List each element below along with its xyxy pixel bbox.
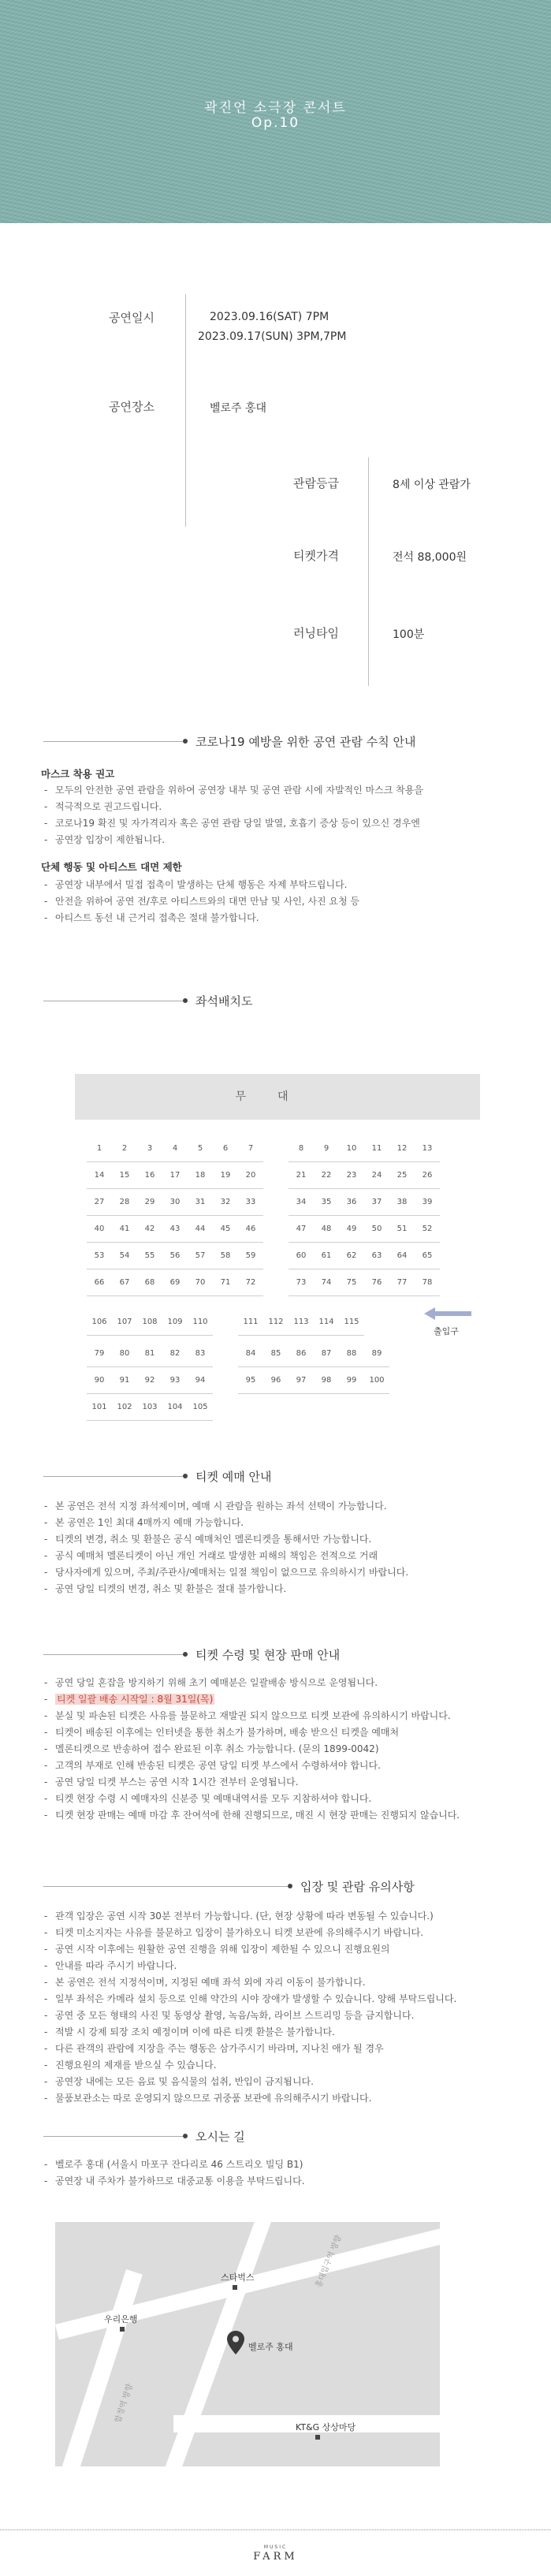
price-label: 티켓가격: [293, 549, 339, 563]
hero-subtitle: Op.10: [251, 115, 300, 131]
seat-spacer: [465, 1216, 490, 1243]
list-item: - 모두의 안전한 공연 관람을 위하여 공연장 내부 및 공연 관람 시에 자발적인 마스크 착용을: [41, 782, 514, 799]
venue-label: 공연장소: [109, 400, 155, 414]
seat-spacer: [440, 1394, 465, 1421]
footer-divider: [0, 2529, 551, 2530]
seat-aisle: [213, 1340, 238, 1367]
seat-3: 3: [137, 1135, 162, 1162]
seat-81: 81: [137, 1340, 162, 1367]
directions-title: 오시는 길: [195, 2130, 245, 2144]
seat-30: 30: [162, 1189, 188, 1216]
list-item: - 안내를 따라 주시기 바랍니다.: [41, 1958, 545, 1974]
starbucks-marker-icon: [233, 2285, 237, 2290]
list-item: - 티켓 현장 판매는 예매 마감 후 잔여석에 한해 진행되므로, 매진 시 현장 판매는 진행되지 않습니다.: [41, 1807, 545, 1824]
starbucks-label: 스타벅스: [221, 2272, 255, 2283]
seat-97: 97: [289, 1367, 314, 1394]
list-item: - 공연 당일 혼잡을 방지하기 위해 초기 예매분은 일괄배송 방식으로 운영됩니다.: [41, 1675, 545, 1691]
seat-spacer: [339, 1394, 364, 1421]
seat-14: 14: [87, 1162, 112, 1189]
seat-36: 36: [339, 1189, 364, 1216]
seat-spacer: [440, 1189, 465, 1216]
seat-42: 42: [137, 1216, 162, 1243]
seat-12: 12: [389, 1135, 415, 1162]
seat-spacer: [440, 1162, 465, 1189]
seat-68: 68: [137, 1269, 162, 1296]
seat-88: 88: [339, 1340, 364, 1367]
location-pin-icon: [227, 2331, 244, 2358]
seat-64: 64: [389, 1243, 415, 1269]
seat-98: 98: [314, 1367, 339, 1394]
seat-83: 83: [188, 1340, 213, 1367]
seat-21: 21: [289, 1162, 314, 1189]
seat-spacer: [238, 1394, 263, 1421]
list-item: - 고객의 부재로 인해 반송된 티켓은 공연 당일 티켓 부스에서 수령하셔야 합니다.: [41, 1758, 545, 1774]
seat-19: 19: [213, 1162, 238, 1189]
seat-107: 107: [112, 1309, 137, 1336]
seat-aisle: [263, 1216, 289, 1243]
list-item: - 코로나19 확진 및 자가격리자 혹은 공연 관람 당일 발열, 호흡기 증상 등이 있으신 경우엔: [41, 815, 514, 832]
woori-label: 우리은행: [104, 2314, 138, 2324]
seat-50: 50: [364, 1216, 389, 1243]
seat-82: 82: [162, 1340, 188, 1367]
seat-39: 39: [415, 1189, 440, 1216]
seat-59: 59: [238, 1243, 263, 1269]
seat-69: 69: [162, 1269, 188, 1296]
seat-112: 112: [263, 1309, 289, 1336]
list-item: - 관객 입장은 공연 시작 30분 전부터 가능합니다. (단, 현장 상황에 따라 변동될 수 있습니다.): [41, 1908, 545, 1925]
entry-title-line: [43, 1886, 288, 1887]
seat-95: 95: [238, 1367, 263, 1394]
info-divider-left: [185, 294, 186, 527]
seat-aisle: [263, 1243, 289, 1269]
seat-79: 79: [87, 1340, 112, 1367]
entry-list: [41, 1908, 545, 2107]
seat-spacer: [440, 1243, 465, 1269]
seat-110: 110: [188, 1309, 213, 1336]
seat-spacer: [465, 1135, 490, 1162]
seat-45: 45: [213, 1216, 238, 1243]
seat-33: 33: [238, 1189, 263, 1216]
seat-spacer: [263, 1394, 289, 1421]
seat-24: 24: [364, 1162, 389, 1189]
seat-10: 10: [339, 1135, 364, 1162]
seat-73: 73: [289, 1269, 314, 1296]
seat-66: 66: [87, 1269, 112, 1296]
seat-spacer: [465, 1162, 490, 1189]
list-item: - 티켓 현장 수령 시 예매자의 신분증 및 예매내역서를 모두 지참하셔야 합니다.: [41, 1791, 545, 1807]
seat-72: 72: [238, 1269, 263, 1296]
ticket-title-dot: [183, 1474, 188, 1478]
seat-106: 106: [87, 1309, 112, 1336]
seat-52: 52: [415, 1216, 440, 1243]
list-item: - 물품보관소는 따로 운영되지 않으므로 귀중품 보관에 유의해주시기 바랍니다.: [41, 2090, 545, 2107]
seat-spacer: [440, 1135, 465, 1162]
seat-49: 49: [339, 1216, 364, 1243]
seat-48: 48: [314, 1216, 339, 1243]
seat-4: 4: [162, 1135, 188, 1162]
seat-spacer: [415, 1340, 440, 1367]
seat-91: 91: [112, 1367, 137, 1394]
rating-label: 관람등급: [293, 476, 339, 490]
entry-title: 입장 및 관람 유의사항: [300, 1880, 415, 1894]
rating-value: 8세 이상 관람가: [393, 479, 471, 491]
seat-32: 32: [213, 1189, 238, 1216]
list-item: - 티켓의 변경, 취소 및 환불은 공식 예매처인 멜론티켓을 통해서만 가능합니다.: [41, 1531, 522, 1548]
covid-title-line: [43, 741, 183, 742]
seat-spacer: [415, 1367, 440, 1394]
seat-spacer: [364, 1394, 389, 1421]
seat-34: 34: [289, 1189, 314, 1216]
seat-85: 85: [263, 1340, 289, 1367]
seat-spacer: [465, 1340, 490, 1367]
seat-67: 67: [112, 1269, 137, 1296]
seat-13: 13: [415, 1135, 440, 1162]
seat-38: 38: [389, 1189, 415, 1216]
seat-90: 90: [87, 1367, 112, 1394]
list-item: - 티켓 미소지자는 사유를 불문하고 입장이 불가하오니 티켓 보관에 유의해주시기 바랍니다.: [41, 1925, 545, 1941]
seat-spacer: [289, 1394, 314, 1421]
list-item: - 벨로주 홍대 (서울시 마포구 잔다리로 46 스트리오 빌딩 B1): [41, 2157, 545, 2173]
seat-76: 76: [364, 1269, 389, 1296]
seat-6: 6: [213, 1135, 238, 1162]
list-item: - 적발 시 강제 퇴장 조치 예정이며 이에 따른 티켓 환불은 불가합니다.: [41, 2024, 545, 2041]
list-item: - 본 공연은 전석 지정 좌석제이며, 예매 시 관람을 원하는 좌석 선택이 가능합니다.: [41, 1498, 522, 1515]
seat-62: 62: [339, 1243, 364, 1269]
seat-spacer: [440, 1269, 465, 1296]
seat-65: 65: [415, 1243, 440, 1269]
seat-105: 105: [188, 1394, 213, 1421]
date-label: 공연일시: [109, 311, 155, 325]
seat-spacer: [389, 1394, 415, 1421]
velozu-label: 벨로주 홍대: [248, 2342, 293, 2352]
seat-27: 27: [87, 1189, 112, 1216]
venue-value: 벨로주 홍대: [210, 402, 267, 415]
seat-104: 104: [162, 1394, 188, 1421]
seat-23: 23: [339, 1162, 364, 1189]
seat-75: 75: [339, 1269, 364, 1296]
seat-spacer: [465, 1394, 490, 1421]
price-value: 전석 88,000원: [393, 551, 467, 564]
seat-spacer: [314, 1394, 339, 1421]
seat-spacer: [389, 1340, 415, 1367]
seat-87: 87: [314, 1340, 339, 1367]
mask-list: [41, 782, 514, 848]
seat-89: 89: [364, 1340, 389, 1367]
stage: 무대: [75, 1074, 480, 1120]
entrance-arrow-icon: [424, 1307, 471, 1321]
seat-15: 15: [112, 1162, 137, 1189]
seat-spacer: [213, 1394, 238, 1421]
seat-60: 60: [289, 1243, 314, 1269]
seat-71: 71: [213, 1269, 238, 1296]
directions-list: [41, 2157, 545, 2190]
seat-57: 57: [188, 1243, 213, 1269]
list-item: - 공연장 내 주차가 불가하므로 대중교통 이용을 부탁드립니다.: [41, 2173, 545, 2190]
seat-29: 29: [137, 1189, 162, 1216]
seat-spacer: [415, 1394, 440, 1421]
list-item: - 일부 좌석은 카메라 설치 등으로 인해 약간의 시야 장애가 발생할 수 있습니다. 양해 부탁드립니다.: [41, 1991, 545, 2007]
list-item: - 공연장 입장이 제한됩니다.: [41, 832, 514, 848]
seat-54: 54: [112, 1243, 137, 1269]
seat-aisle: [213, 1367, 238, 1394]
seat-56: 56: [162, 1243, 188, 1269]
map-road-left: [61, 2269, 143, 2466]
list-item: - 분실 및 파손된 티켓은 사유를 불문하고 재발권 되지 않으므로 티켓 보관에 유의하시기 바랍니다.: [41, 1708, 545, 1724]
seat-11: 11: [364, 1135, 389, 1162]
seat-111: 111: [238, 1309, 263, 1336]
seat-grid-back: [87, 1340, 490, 1421]
pickup-list: [41, 1675, 545, 1824]
seat-grid-front: [87, 1135, 490, 1296]
seat-44: 44: [188, 1216, 213, 1243]
seat-74: 74: [314, 1269, 339, 1296]
seat-spacer: [465, 1243, 490, 1269]
seat-103: 103: [137, 1394, 162, 1421]
pickup-title-dot: [183, 1652, 188, 1657]
seat-41: 41: [112, 1216, 137, 1243]
ktng-label: KT&G 상상마당: [296, 2422, 356, 2432]
list-item: [41, 1691, 545, 1708]
seat-96: 96: [263, 1367, 289, 1394]
seat-spacer: [440, 1367, 465, 1394]
seat-2: 2: [112, 1135, 137, 1162]
woori-marker-icon: [120, 2327, 125, 2332]
covid-title: 코로나19 예방을 위한 공연 관람 수칙 안내: [195, 735, 416, 749]
seat-100: 100: [364, 1367, 389, 1394]
list-item: - 티켓이 배송된 이후에는 인터넷을 통한 취소가 불가하며, 배송 받으신 티켓을 예매처: [41, 1724, 545, 1741]
footer-logo-top: MUSIC: [263, 2544, 288, 2550]
seat-78: 78: [415, 1269, 440, 1296]
seat-40: 40: [87, 1216, 112, 1243]
seating-title-dot: [183, 998, 188, 1003]
seat-94: 94: [188, 1367, 213, 1394]
list-item: - 공연 당일 티켓의 변경, 취소 및 환불은 절대 불가합니다.: [41, 1581, 522, 1597]
seat-22: 22: [314, 1162, 339, 1189]
seat-aisle: [263, 1269, 289, 1296]
seat-77: 77: [389, 1269, 415, 1296]
entry-title-dot: [288, 1884, 292, 1888]
seat-spacer: [465, 1269, 490, 1296]
covid-title-dot: [183, 739, 188, 744]
list-item: - 진행요원의 제재를 받으실 수 있습니다.: [41, 2057, 545, 2074]
seat-7: 7: [238, 1135, 263, 1162]
seat-63: 63: [364, 1243, 389, 1269]
seat-80: 80: [112, 1340, 137, 1367]
seat-26: 26: [415, 1162, 440, 1189]
seat-101: 101: [87, 1394, 112, 1421]
pickup-title: 티켓 수령 및 현장 판매 안내: [195, 1648, 341, 1662]
list-item: - 공식 예매처 멜론티켓이 아닌 개인 거래로 발생한 피해의 책임은 전적으로 거래: [41, 1548, 522, 1564]
seat-84: 84: [238, 1340, 263, 1367]
seat-115: 115: [339, 1309, 364, 1336]
ticket-title-line: [43, 1476, 183, 1477]
date-value-2: 2023.09.17(SUN) 3PM,7PM: [198, 330, 347, 343]
ktng-marker-icon: [315, 2435, 320, 2440]
ticket-title: 티켓 예매 안내: [195, 1470, 272, 1484]
list-item: - 적극적으로 권고드립니다.: [41, 799, 514, 815]
footer-logo: FARM: [253, 2551, 298, 2563]
seat-aisle: [263, 1162, 289, 1189]
seat-70: 70: [188, 1269, 213, 1296]
road-label-hongik: 홍대입구역 방향: [314, 2234, 344, 2290]
list-item: - 공연 당일 티켓 부스는 공연 시작 1시간 전부터 운영됩니다.: [41, 1774, 545, 1791]
list-item: - 공연장 내부에서 밀접 접촉이 발생하는 단체 행동은 자제 부탁드립니다.: [41, 877, 514, 893]
pickup-title-line: [43, 1654, 183, 1655]
seat-43: 43: [162, 1216, 188, 1243]
group-list: [41, 877, 514, 926]
list-item: - 아티스트 동선 내 근거리 접촉은 절대 불가합니다.: [41, 910, 514, 926]
seat-53: 53: [87, 1243, 112, 1269]
seat-108: 108: [137, 1309, 162, 1336]
location-map: [55, 2222, 440, 2466]
date-value-1: 2023.09.16(SAT) 7PM: [210, 311, 329, 323]
seat-20: 20: [238, 1162, 263, 1189]
list-item: - 멜론티켓으로 반송하여 접수 완료된 이후 취소 가능합니다. (문의 1899-0042): [41, 1741, 545, 1758]
seat-spacer: [440, 1340, 465, 1367]
seat-aisle: [213, 1309, 238, 1336]
directions-title-line: [43, 2136, 183, 2137]
seat-55: 55: [137, 1243, 162, 1269]
seat-46: 46: [238, 1216, 263, 1243]
seat-25: 25: [389, 1162, 415, 1189]
seat-51: 51: [389, 1216, 415, 1243]
seat-113: 113: [289, 1309, 314, 1336]
seat-114: 114: [314, 1309, 339, 1336]
seat-8: 8: [289, 1135, 314, 1162]
seat-16: 16: [137, 1162, 162, 1189]
seat-92: 92: [137, 1367, 162, 1394]
list-item: - 본 공연은 전석 지정석이며, 지정된 예매 좌석 외에 자리 이동이 불가합니다.: [41, 1974, 545, 1991]
seat-spacer: [465, 1189, 490, 1216]
seat-37: 37: [364, 1189, 389, 1216]
seat-86: 86: [289, 1340, 314, 1367]
hero-title: 곽진언 소극장 콘서트: [204, 100, 347, 116]
list-item: - 공연 시작 이후에는 원활한 공연 진행을 위해 입장이 제한될 수 있으니 진행요원의: [41, 1941, 545, 1958]
info-divider-right: [368, 457, 369, 686]
seat-spacer: [389, 1367, 415, 1394]
directions-title-dot: [183, 2134, 188, 2138]
hero-banner: [0, 0, 551, 223]
list-item: - 공연 중 모든 형태의 사진 및 동영상 촬영, 녹음/녹화, 라이브 스트리밍 등을 금지합니다.: [41, 2007, 545, 2024]
seating-title: 좌석배치도: [195, 994, 253, 1008]
list-item: - 공연장 내에는 모든 음료 및 음식물의 섭취, 반입이 금지됩니다.: [41, 2074, 545, 2090]
seat-5: 5: [188, 1135, 213, 1162]
entrance-label: 출입구: [434, 1326, 459, 1336]
mask-subtitle: 마스크 착용 권고: [41, 768, 115, 780]
seat-109: 109: [162, 1309, 188, 1336]
seat-1: 1: [87, 1135, 112, 1162]
seat-aisle: [263, 1189, 289, 1216]
seat-aisle: [263, 1135, 289, 1162]
seat-61: 61: [314, 1243, 339, 1269]
list-item: - 다른 관객의 관람에 지장을 주는 행동은 삼가주시기 바라며, 지나친 애가 될 경우: [41, 2041, 545, 2057]
runtime-value: 100분: [393, 628, 425, 641]
list-item: - 본 공연은 1인 최대 4매까지 예매 가능합니다.: [41, 1515, 522, 1531]
seat-17: 17: [162, 1162, 188, 1189]
list-item: - 안전을 위하여 공연 전/후로 아티스트와의 대면 만남 및 사인, 사진 요청 등: [41, 893, 514, 910]
delivery-date-highlight: 티켓 일괄 배송 시작일 : 8월 31일(목): [57, 1694, 214, 1705]
runtime-label: 러닝타임: [293, 626, 339, 640]
seat-58: 58: [213, 1243, 238, 1269]
seat-31: 31: [188, 1189, 213, 1216]
seat-spacer: [465, 1367, 490, 1394]
list-item: - 당사자에게 있으며, 주최/주관사/예매처는 일절 책임이 없으므로 유의하시기 바랍니다.: [41, 1564, 522, 1581]
seat-35: 35: [314, 1189, 339, 1216]
seat-47: 47: [289, 1216, 314, 1243]
seat-18: 18: [188, 1162, 213, 1189]
seat-9: 9: [314, 1135, 339, 1162]
seat-102: 102: [112, 1394, 137, 1421]
seat-spacer: [440, 1216, 465, 1243]
ticket-list: [41, 1498, 522, 1597]
road-label-hapjeong: 합정역 방향: [114, 2382, 135, 2425]
group-subtitle: 단체 행동 및 아티스트 대면 제한: [41, 861, 182, 873]
seat-93: 93: [162, 1367, 188, 1394]
seat-28: 28: [112, 1189, 137, 1216]
seat-99: 99: [339, 1367, 364, 1394]
